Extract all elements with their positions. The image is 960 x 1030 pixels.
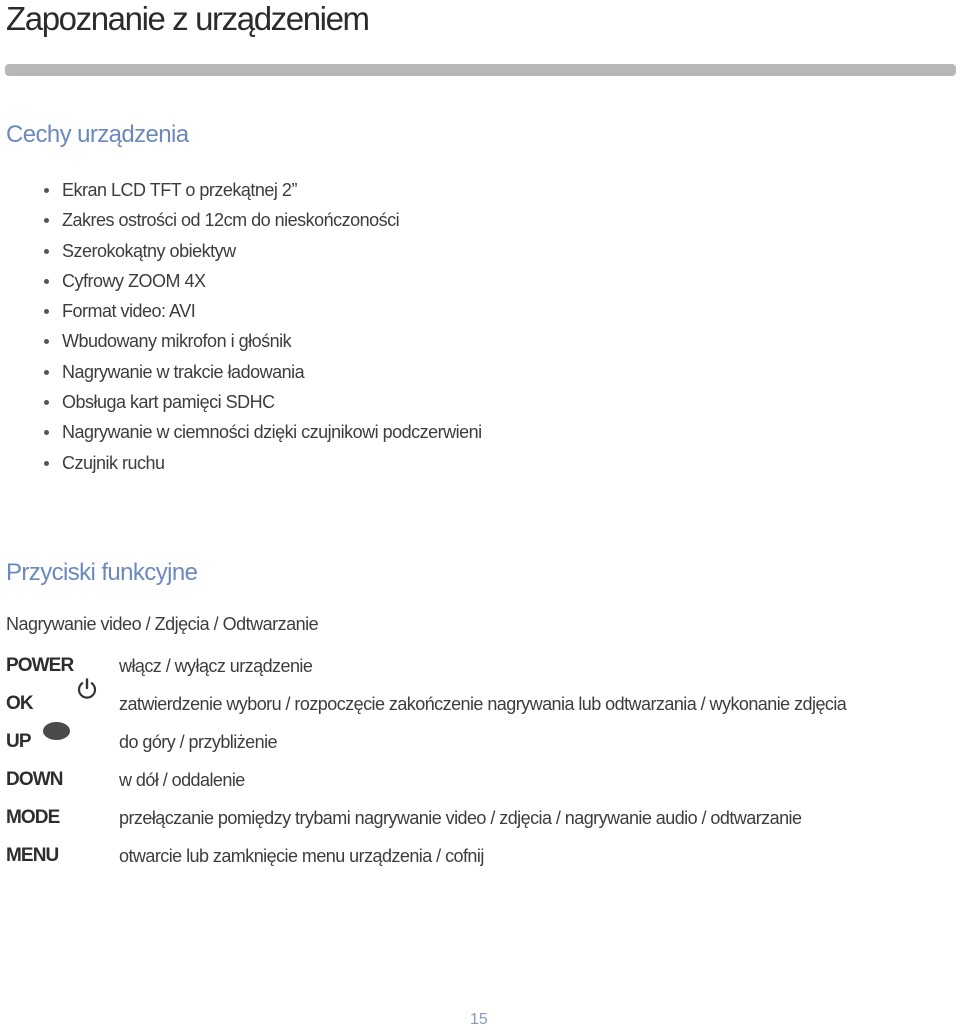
bullet-icon	[44, 309, 49, 314]
list-item: Cyfrowy ZOOM 4X	[42, 266, 482, 296]
ok-button-icon	[43, 722, 70, 740]
button-row-ok	[6, 689, 946, 719]
bullet-icon	[44, 249, 49, 254]
list-item: Czujnik ruchu	[42, 448, 482, 478]
features-list	[42, 175, 482, 478]
buttons-subheading: Nagrywanie video / Zdjęcia / Odtwarzanie	[6, 614, 319, 634]
power-icon	[75, 677, 99, 701]
bullet-icon	[44, 218, 49, 223]
button-row-menu	[6, 841, 946, 871]
bullet-icon	[44, 461, 49, 466]
bullet-icon	[44, 279, 49, 284]
buttons-heading: Przyciski funkcyjne	[6, 559, 198, 586]
list-item: Szerokokątny obiektyw	[42, 236, 482, 266]
list-item: Nagrywanie w trakcie ładowania	[42, 357, 482, 387]
button-description: do góry / przybliżenie	[119, 732, 277, 752]
button-name: MODE	[6, 807, 60, 828]
list-item: Ekran LCD TFT o przekątnej 2”	[42, 175, 482, 205]
page-title: Zapoznanie z urządzeniem	[6, 0, 369, 37]
page-number: 15	[470, 1011, 488, 1028]
button-name: OK	[6, 693, 33, 714]
bullet-icon	[44, 430, 49, 435]
list-item: Obsługa kart pamięci SDHC	[42, 387, 482, 417]
button-name: UP	[6, 731, 31, 752]
list-item: Nagrywanie w ciemności dzięki czujnikowi podczerwieni	[42, 417, 482, 447]
title-divider-bar	[5, 64, 956, 76]
list-item: Wbudowany mikrofon i głośnik	[42, 326, 482, 356]
features-heading: Cechy urządzenia	[6, 121, 189, 148]
list-item: Format video: AVI	[42, 296, 482, 326]
button-row-mode	[6, 803, 946, 833]
button-name: MENU	[6, 845, 59, 866]
button-row-down	[6, 765, 946, 795]
button-description: zatwierdzenie wyboru / rozpoczęcie zakończenie nagrywania lub odtwarzania / wykonanie zdjęcia	[119, 694, 847, 714]
list-item: Zakres ostrości od 12cm do nieskończoności	[42, 205, 482, 235]
bullet-icon	[44, 370, 49, 375]
bullet-icon	[44, 339, 49, 344]
button-name: DOWN	[6, 769, 63, 790]
button-description: przełączanie pomiędzy trybami nagrywanie video / zdjęcia / nagrywanie audio / odtwarzanie	[119, 808, 802, 828]
bullet-icon	[44, 400, 49, 405]
button-row-power	[6, 651, 946, 681]
button-description: w dół / oddalenie	[119, 770, 245, 790]
bullet-icon	[44, 188, 49, 193]
button-row-up	[6, 727, 946, 757]
button-description: otwarcie lub zamknięcie menu urządzenia / cofnij	[119, 846, 484, 866]
button-description: włącz / wyłącz urządzenie	[119, 656, 313, 676]
button-name: POWER	[6, 655, 74, 676]
